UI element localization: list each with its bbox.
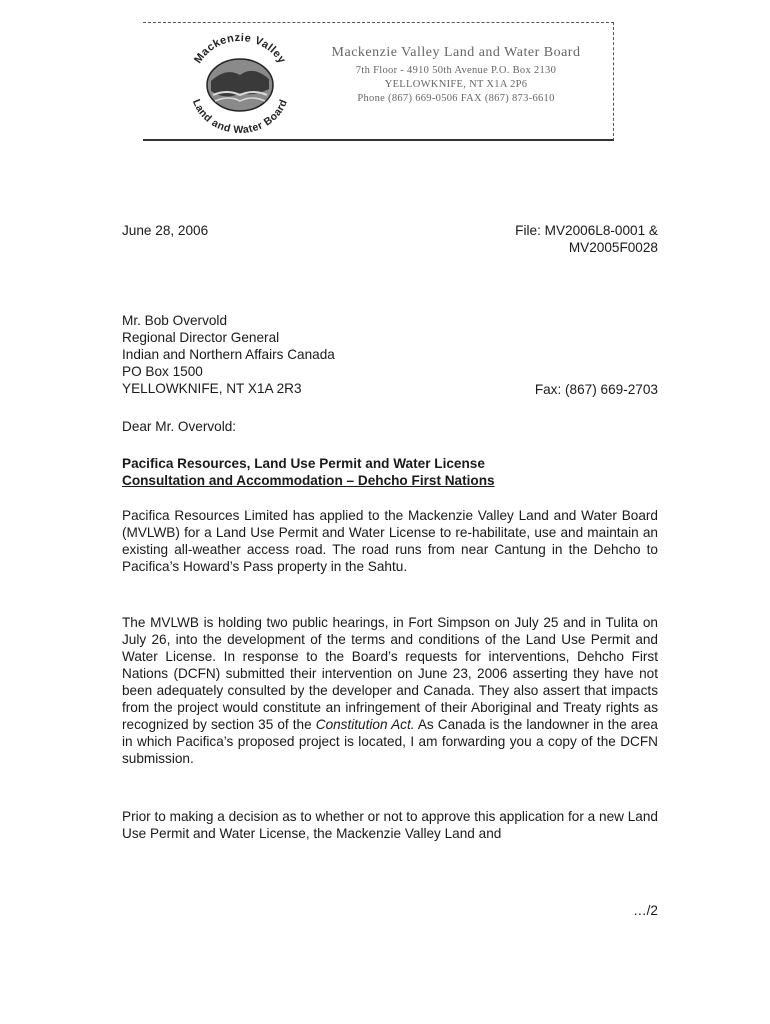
address-line-2: YELLOWKNIFE, NT X1A 2P6 bbox=[384, 79, 528, 90]
constitution-act-italic: Constitution Act. bbox=[315, 717, 415, 732]
subject-line-1: Pacifica Resources, Land Use Permit and Water License bbox=[122, 456, 485, 471]
subject-line-2: Consultation and Accommodation – Dehcho First Nations bbox=[122, 473, 495, 488]
letter-date: June 28, 2006 bbox=[122, 223, 209, 238]
page-continuation: …/2 bbox=[633, 903, 658, 918]
fax-number: Fax: (867) 669-2703 bbox=[534, 382, 658, 397]
subject-heading bbox=[122, 455, 495, 489]
recipient-title: Regional Director General bbox=[122, 330, 280, 345]
paragraph-2-part-1: The MVLWB is holding two public hearings, in Fort Simpson on July 25 and in Tulita on July 26, into the development of the terms and conditions of the Land Use Permit and Water License. In response to the Board’s requests for interventions, Dehcho First Nations (DCFN) submitted their intervention on June 23, 2006 asserting they have not been adequately consulted by the developer and Canada. They also assert that impacts from the project would constitute an infringement of their Aboriginal and Treaty rights as recognized by section 35 of the bbox=[122, 615, 658, 732]
svg-text:Land and Water Board: Land and Water Board bbox=[189, 97, 291, 135]
svg-text:Mackenzie Valley: Mackenzie Valley bbox=[192, 31, 288, 66]
recipient-city: YELLOWKNIFE, NT X1A 2R3 bbox=[122, 381, 302, 396]
paragraph-2 bbox=[122, 614, 658, 767]
file-reference-line-2: MV2005F0028 bbox=[568, 240, 658, 255]
file-reference bbox=[515, 222, 658, 256]
address-line-1: 7th Floor - 4910 50th Avenue P.O. Box 2130 bbox=[355, 65, 557, 76]
salutation: Dear Mr. Overvold: bbox=[122, 419, 237, 434]
organization-name: Mackenzie Valley Land and Water Board bbox=[331, 45, 581, 60]
letterhead bbox=[143, 22, 614, 141]
recipient-po-box: PO Box 1500 bbox=[122, 364, 203, 379]
recipient-name: Mr. Bob Overvold bbox=[122, 313, 228, 328]
board-seal-logo bbox=[181, 31, 299, 135]
contact-line: Phone (867) 669-0506 FAX (867) 873-6610 bbox=[357, 93, 555, 104]
paragraph-1: Pacifica Resources Limited has applied to the Mackenzie Valley Land and Water Board (MVLWB) for a Land Use Permit and Water License to re-habilitate, use and maintain an existing all-weather access road. The road runs from near Cantung in the Dehcho to Pacifica’s Howard’s Pass property in the Sahtu. bbox=[122, 508, 658, 574]
paragraph-3: Prior to making a decision as to whether or not to approve this application for a new Land Use Permit and Water License, the Mackenzie Valley Land and bbox=[122, 809, 658, 841]
paragraph-2-part-2: As Canada is the landowner in the area in which Pacifica’s proposed project is located, I am forwarding you a copy of the DCFN submission. bbox=[122, 717, 658, 766]
file-reference-line-1: File: MV2006L8-0001 & bbox=[515, 223, 658, 238]
organization-block bbox=[311, 45, 601, 106]
recipient-address bbox=[122, 312, 335, 397]
recipient-organization: Indian and Northern Affairs Canada bbox=[122, 347, 335, 362]
